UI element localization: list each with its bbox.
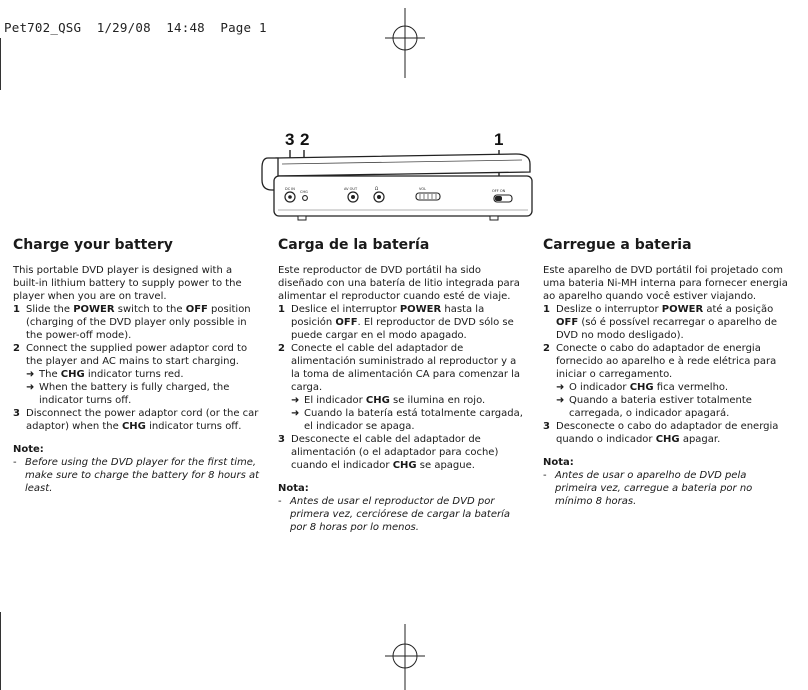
step-text: Slide the POWER switch to the OFF position (charging of the DVD player only possible in the power-off mode).	[26, 304, 251, 341]
printer-slug	[4, 20, 267, 35]
step-item	[543, 303, 791, 342]
steps-list	[278, 303, 526, 472]
arrow-bullet	[291, 407, 526, 433]
intro-paragraph: This portable DVD player is designed with a built-in lithium battery to supply power to the player when you are on travel.	[13, 265, 242, 302]
step-text: Conecte el cable del adaptador de alimentación suministrado al reproductor y a la toma de alimentación CA para comenzar la carga.	[291, 343, 521, 393]
dvd-player-side-illustration	[258, 150, 538, 234]
note-label: Nota:	[543, 457, 574, 468]
arrow-icon: ➜	[26, 369, 35, 380]
emphasis: CHG	[655, 434, 680, 445]
slug-page: Page 1	[220, 20, 267, 35]
bullet-text: Cuando la batería está totalmente cargada, el indicador se apaga.	[304, 408, 523, 432]
callout-2: 2	[300, 130, 310, 149]
label-vol: VOL	[419, 187, 427, 191]
step-text: Desconecte el cable del adaptador de alimentación (o el adaptador para coche) cuando el indicador CHG se apague.	[291, 434, 499, 471]
emphasis: OFF	[185, 304, 208, 315]
note-label: Note:	[13, 444, 44, 455]
note-dash: -	[543, 470, 547, 481]
emphasis: CHG	[60, 369, 85, 380]
emphasis: POWER	[399, 304, 442, 315]
step-text: Deslize o interruptor POWER até a posição OFF (só é possível recarregar o aparelho de DVD no modo desligado).	[556, 304, 778, 341]
label-dc-in: DC IN	[285, 187, 295, 191]
section-heading: Charge your battery	[13, 237, 173, 253]
emphasis: CHG	[365, 395, 390, 406]
label-headphone: Ω	[375, 186, 379, 191]
arrow-icon: ➜	[556, 382, 565, 393]
crop-mark-top-left	[0, 38, 1, 90]
arrow-icon: ➜	[26, 382, 35, 393]
arrow-bullet	[556, 381, 791, 394]
column-english	[13, 236, 261, 495]
slug-date: 1/29/08	[96, 20, 151, 35]
step-item	[543, 342, 791, 420]
step-item	[278, 433, 526, 472]
step-item	[13, 342, 261, 407]
note-dash: -	[13, 457, 17, 468]
callout-1: 1	[494, 130, 504, 149]
step-number: 1	[278, 304, 285, 315]
registration-mark-bottom	[385, 624, 425, 690]
emphasis: CHG	[392, 460, 417, 471]
step-number: 1	[13, 304, 20, 315]
step-text: Connect the supplied power adaptor cord to the player and AC mains to start charging.	[26, 343, 248, 367]
bullet-text: Quando a bateria estiver totalmente carregada, o indicador apagará.	[569, 395, 752, 419]
arrow-bullet	[556, 394, 791, 420]
bullet-text: O indicador CHG fica vermelho.	[569, 382, 729, 393]
label-off-on: OFF ON	[492, 189, 506, 193]
bullet-text: When the battery is fully charged, the indicator turns off.	[39, 382, 230, 406]
column-spanish	[278, 236, 526, 534]
arrow-icon: ➜	[291, 408, 300, 419]
emphasis: POWER	[73, 304, 115, 315]
step-number: 2	[543, 343, 550, 354]
note-text: - Before using the DVD player for the first time, make sure to charge the battery for 8 hours at least.	[13, 457, 260, 494]
note-text: - Antes de usar o aparelho de DVD pela primeira vez, carregue a bateria por no mínimo 8 horas.	[543, 470, 753, 507]
step-number: 3	[278, 434, 285, 445]
emphasis: CHG	[629, 382, 654, 393]
emphasis: OFF	[335, 317, 358, 328]
step-text: Deslice el interruptor POWER hasta la posición OFF. El reproductor de DVD sólo se puede cargar en el modo apagado.	[291, 304, 514, 341]
step-item	[543, 420, 791, 446]
note-dash: -	[278, 496, 282, 507]
arrow-bullet	[291, 394, 526, 407]
steps-list	[13, 303, 261, 433]
step-text: Conecte o cabo do adaptador de energia fornecido ao aparelho e à rede elétrica para iniciar o carregamento.	[556, 343, 777, 380]
section-heading: Carga de la batería	[278, 237, 430, 253]
step-number: 1	[543, 304, 550, 315]
intro-paragraph: Este aparelho de DVD portátil foi projetado com uma bateria Ni-MH interna para fornecer energia ao aparelho quando você estiver viajando.	[543, 265, 788, 302]
step-number: 2	[278, 343, 285, 354]
label-av-out: AV OUT	[344, 187, 358, 191]
registration-mark-top	[385, 8, 425, 78]
step-text: Disconnect the power adaptor cord (or the car adaptor) when the CHG indicator turns off.	[26, 408, 259, 432]
arrow-bullet	[26, 368, 261, 381]
note-text: - Antes de usar el reproductor de DVD por primera vez, cerciórese de cargar la batería por 8 horas por lo menos.	[278, 496, 511, 533]
step-number: 3	[543, 421, 550, 432]
emphasis: CHG	[121, 421, 146, 432]
step-item	[278, 303, 526, 342]
step-number: 2	[13, 343, 20, 354]
arrow-icon: ➜	[556, 395, 565, 406]
step-item	[13, 407, 261, 433]
callout-3: 3	[285, 130, 295, 149]
slug-file: Pet702_QSG	[4, 20, 82, 35]
steps-list	[543, 303, 791, 446]
slug-time: 14:48	[166, 20, 205, 35]
emphasis: OFF	[556, 317, 579, 328]
column-portuguese	[543, 236, 791, 508]
arrow-bullet	[26, 381, 261, 407]
crop-mark-bottom-left	[0, 612, 1, 690]
step-item	[278, 342, 526, 433]
bullet-text: El indicador CHG se ilumina en rojo.	[304, 395, 486, 406]
intro-paragraph: Este reproductor de DVD portátil ha sido diseñado con una batería de litio integrada para alimentar el reproductor cuando esté de viaje.	[278, 265, 520, 302]
section-heading: Carregue a bateria	[543, 237, 692, 253]
step-text: Desconecte o cabo do adaptador de energia quando o indicador CHG apagar.	[556, 421, 779, 445]
bullet-text: The CHG indicator turns red.	[39, 369, 184, 380]
emphasis: POWER	[661, 304, 704, 315]
arrow-icon: ➜	[291, 395, 300, 406]
step-item	[13, 303, 261, 342]
note-label: Nota:	[278, 483, 309, 494]
step-number: 3	[13, 408, 20, 419]
label-chg: CHG	[300, 190, 308, 194]
